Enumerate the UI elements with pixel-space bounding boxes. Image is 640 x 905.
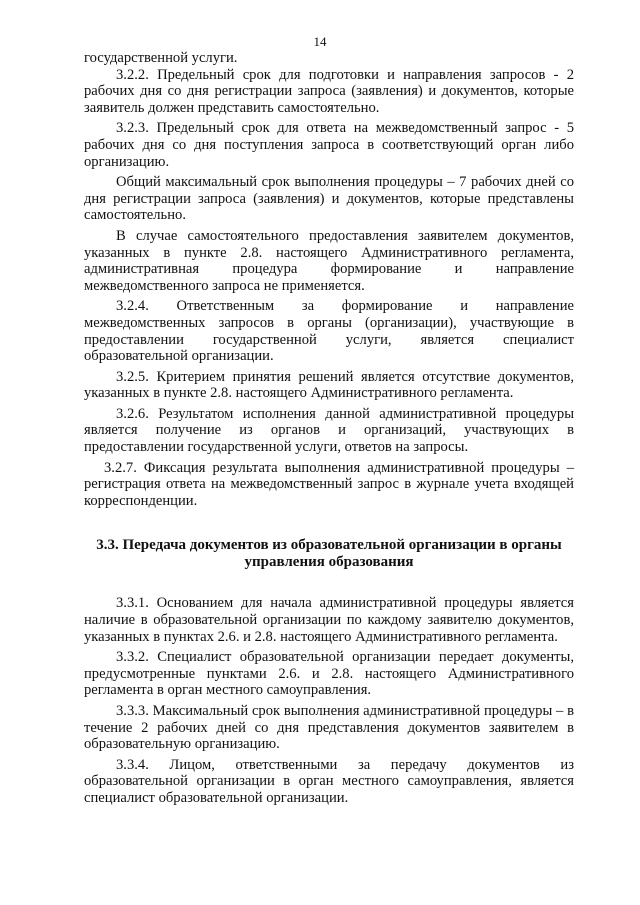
paragraph-3-2-4: 3.2.4. Ответственным за формирование и направление межведомственных запросов в органы (организации), участвующие в предоставлении государственной услуги, является специалист образовательной организации.	[84, 298, 574, 365]
paragraph-3-3-4: 3.3.4. Лицом, ответственными за передачу документов из образовательной организации в орган местного самоуправления, является специалист образовательной организации.	[84, 756, 574, 806]
paragraph-3-3-1: 3.3.1. Основанием для начала административной процедуры является наличие в образовательной организации по каждому заявителю документов, указанных в пунктах 2.6. и 2.8. настоящего Административного регламента.	[84, 595, 574, 645]
paragraph-self-submission: В случае самостоятельного предоставления заявителем документов, указанных в пункте 2.8. настоящего Административного регламента, административная процедура формирование и направление межведомственного запроса не применяется.	[84, 227, 574, 294]
paragraph-max-term: Общий максимальный срок выполнения процедуры – 7 рабочих дней со дня регистрации запроса (заявления) и документов, которые представлены самостоятельно.	[84, 174, 574, 224]
paragraph-continuation: государственной услуги.	[84, 50, 238, 66]
paragraph-3-2-6: 3.2.6. Результатом исполнения данной административной процедуры является получение из органов и организаций, участвующих в предоставлении государственной услуги, ответов на запросы.	[84, 405, 574, 456]
page-number: 14	[313, 34, 327, 49]
paragraph-3-3-2: 3.3.2. Специалист образовательной организации передает документы, предусмотренные пунктами 2.6. и 2.8. настоящего Административного регламента в орган местного самоуправления.	[84, 649, 574, 699]
section-heading-3-3: 3.3. Передача документов из образовательной организации в органы управления образования	[96, 537, 562, 571]
document-body	[84, 50, 574, 807]
paragraph-3-2-7: 3.2.7. Фиксация результата выполнения административной процедуры – регистрация ответа на межведомственный запрос в журнале учета входящей корреспонденции.	[84, 459, 574, 509]
paragraph-3-3-3: 3.3.3. Максимальный срок выполнения административной процедуры – в течение 2 рабочих дней со дня представления документов заявителем в образовательную организацию.	[84, 703, 574, 753]
paragraph-3-2-3: 3.2.3. Предельный срок для ответа на межведомственный запрос - 5 рабочих дня со дня поступления запроса в соответствующий орган либо организацию.	[84, 120, 574, 170]
paragraph-3-2-5: 3.2.5. Критерием принятия решений является отсутствие документов, указанных в пункте 2.8. настоящего Административного регламента.	[84, 368, 574, 402]
paragraph-3-2-2: 3.2.2. Предельный срок для подготовки и направления запросов - 2 рабочих дня со дня регистрации запроса (заявления) и документов, которые заявитель должен представить самостоятельно.	[84, 66, 574, 116]
